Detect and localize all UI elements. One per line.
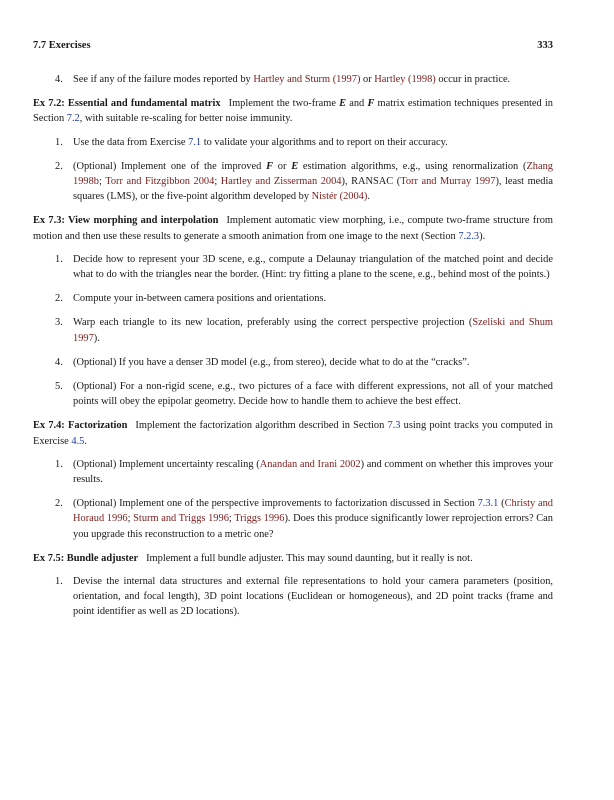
citation-link[interactable]: Torr and Fitzgibbon 2004 — [105, 176, 215, 188]
exercise-7-2-list — [33, 135, 553, 205]
section-link[interactable]: 7.2 — [66, 113, 80, 125]
list-continued — [33, 72, 553, 87]
page-number: 333 — [537, 40, 553, 51]
exercise-title: Ex 7.3: View morphing and interpolation — [33, 215, 219, 227]
citation-link[interactable]: Hartley and Zisserman 2004 — [220, 176, 342, 188]
list-item: 4. (Optional) If you have a denser 3D model (e.g., from stereo), decide what to do at the “cracks”. — [55, 356, 470, 368]
list-item: 1. (Optional) Implement uncertainty rescaling (Anandan and Irani 2002) and comment on whether this improves your results. — [55, 458, 554, 486]
exercise-title: Ex 7.5: Bundle adjuster — [33, 552, 139, 564]
exercise-7-3-list — [33, 252, 553, 410]
exercise-7-3: Ex 7.3: View morphing and interpolation Implement automatic view morphing, i.e., compute two-frame structure from motion and then use these results to generate a smooth animation from one image to the next (Section 7.2.3). — [33, 215, 554, 242]
list-item: 1. Decide how to represent your 3D scene, e.g., compute a Delaunay triangulation of the matched point and decide what to do with the triangles near the border. (Hint: try fitting a plane to the scene, e.g., behind most of the points.) — [55, 253, 553, 281]
exercise-7-5-list — [33, 574, 553, 620]
citation-link[interactable]: Szeliski and Shum 1997 — [73, 317, 553, 344]
section-link[interactable]: 7.2.3 — [458, 230, 480, 242]
exercise-link[interactable]: 7.1 — [188, 136, 202, 148]
citation-link[interactable]: Zhang 1998b — [73, 160, 553, 188]
citation-link[interactable]: Nistér (2004) — [311, 191, 368, 203]
citation-link[interactable]: Hartley (1998) — [374, 74, 436, 85]
section-title: 7.7 Exercises — [33, 40, 91, 51]
citation-link[interactable]: Torr and Murray 1997 — [400, 176, 496, 188]
list-item: 3. Warp each triangle to its new location, preferably using the correct perspective projection (Szeliski and Shum 1997). — [55, 317, 553, 344]
section-link[interactable]: 7.3 — [387, 420, 401, 432]
list-item: 1. Devise the internal data structures and external file representations to hold your camera parameters (position, orientation, and focal length), 3D point locations (Euclidean or homogeneous), and 2D point tracks (frame and point identifier as well as 2D locations). — [55, 576, 553, 618]
exercise-title: Ex 7.2: Essential and fundamental matrix — [33, 98, 221, 110]
exercise-7-2: Ex 7.2: Essential and fundamental matrix Implement the two-frame E and F matrix estimation techniques presented in Section 7.2, with suitable re-scaling for better noise immunity. — [33, 98, 553, 125]
section-link[interactable]: 7.3.1 — [477, 498, 499, 510]
page-body — [33, 72, 553, 629]
citation-link[interactable]: Triggs 1996 — [234, 513, 285, 525]
list-item: 5. (Optional) For a non-rigid scene, e.g., two pictures of a face with different expressions, not all of your matched points will obey the epipolar geometry. Decide how to handle them to achieve the best effect. — [55, 381, 553, 408]
exercise-link[interactable]: 4.5 — [71, 435, 85, 447]
exercise-7-4-list — [33, 457, 553, 542]
list-item: 2. (Optional) Implement one of the improved F or E estimation algorithms, e.g., using renormalization (Zhang 1998b; Torr and Fitzgibbon 2004; Hartley and Zisserman 2004), RANSAC (Torr and Murray 1997), least media squares (LMS), or the five-point algorithm developed by Nistér (2004). — [55, 160, 553, 203]
list-item: 1. Use the data from Exercise 7.1 to validate your algorithms and to report on their accuracy. — [55, 136, 448, 148]
citation-link[interactable]: Christy and Horaud 1996 — [73, 498, 554, 525]
list-item: 2. Compute your in-between camera positions and orientations. — [55, 293, 327, 305]
exercise-7-4: Ex 7.4: Factorization Implement the factorization algorithm described in Section 7.3 using point tracks you computed in Exercise 4.5. — [33, 420, 553, 447]
citation-link[interactable]: Sturm and Triggs 1996 — [133, 513, 229, 525]
exercise-7-5: Ex 7.5: Bundle adjuster Implement a full bundle adjuster. This may sound daunting, but it really is not. — [33, 552, 473, 564]
citation-link[interactable]: Anandan and Irani 2002 — [259, 458, 361, 470]
running-header — [33, 40, 553, 54]
citation-link[interactable]: Hartley and Sturm (1997) — [253, 74, 361, 85]
list-item: 4. See if any of the failure modes reported by Hartley and Sturm (1997) or Hartley (1998) occur in practice. — [55, 74, 511, 85]
exercise-title: Ex 7.4: Factorization — [33, 420, 128, 432]
list-item: 2. (Optional) Implement one of the perspective improvements to factorization discussed in Section 7.3.1 (Christy and Horaud 1996; Sturm and Triggs 1996; Triggs 1996). Does this produce significantly lower reprojection errors? Can you upgrade this reconstruction to a metric one? — [55, 498, 554, 540]
